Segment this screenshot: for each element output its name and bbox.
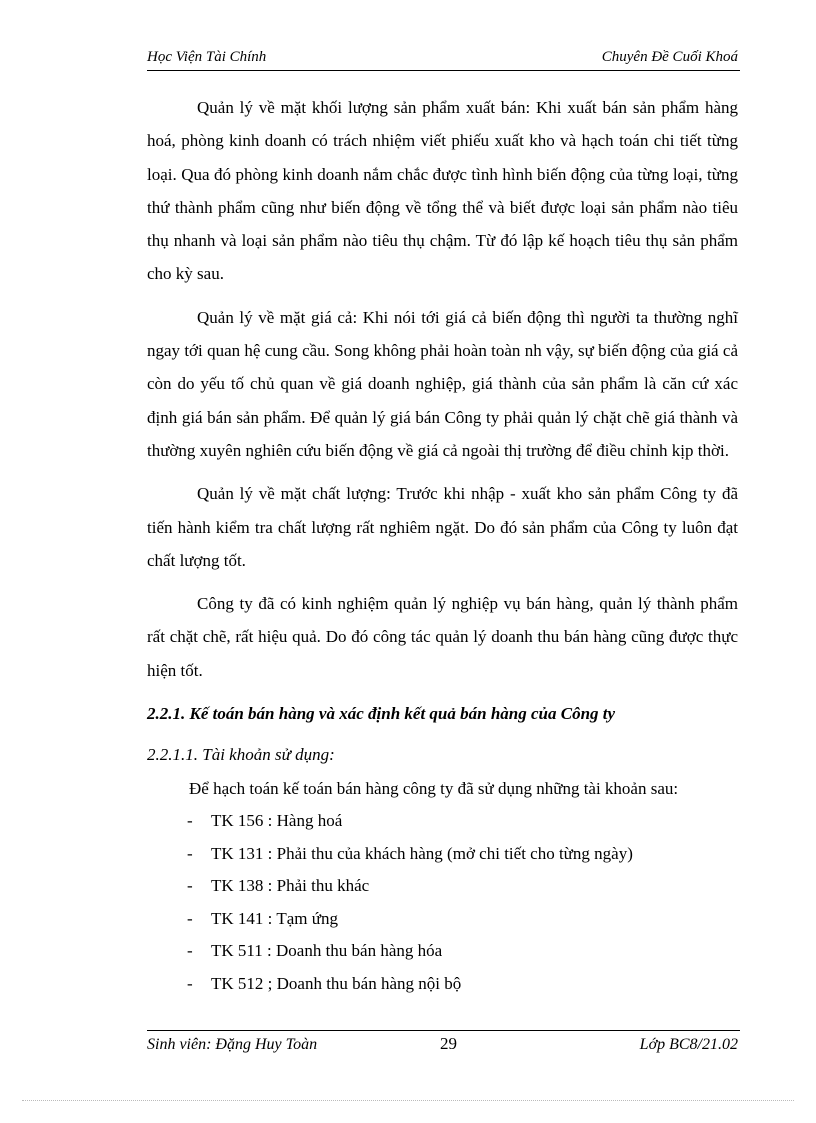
bullet-dash: - <box>187 908 193 928</box>
account-text: TK 511 : Doanh thu bán hàng hóa <box>211 941 443 961</box>
paragraph-quantity-management: Quản lý về mặt khối lượng sản phẩm xuất bán: Khi xuất bán sản phẩm hàng hoá, phòng kinh doanh có trách nhiệm viết phiếu xuất kho và hạch toán chi tiết từng loại. Qua đó phòng kinh doanh nắm chắc được tình hình biến động của từng loại, từng thứ thành phẩm cũng như biến động về tổng thể và biết được loại sản phẩm nào tiêu thụ nhanh và loại sản phẩm nào tiêu thụ chậm. Từ đó lập kế hoạch tiêu thụ sản phẩm cho kỳ sau. <box>147 98 738 284</box>
subsection-title: 2.2.1.1. Tài khoản sử dụng: <box>147 745 335 765</box>
header-document-type: Chuyên Đề Cuối Khoá <box>601 49 738 65</box>
account-text: TK 156 : Hàng hoá <box>211 811 343 831</box>
list-item <box>147 903 738 936</box>
footer-page-number: 29 <box>440 1034 457 1053</box>
list-item <box>147 870 738 903</box>
section-title: 2.2.1. Kế toán bán hàng và xác định kết quả bán hàng của Công ty <box>147 704 616 724</box>
list-item <box>147 968 738 1001</box>
bullet-dash: - <box>187 876 193 896</box>
page-body <box>147 91 738 1000</box>
header-institution: Học Viện Tài Chính <box>147 49 267 65</box>
accounts-list <box>147 805 738 1000</box>
accounts-intro: Để hạch toán kế toán bán hàng công ty đã sử dụng những tài khoản sau: <box>189 779 679 799</box>
page-header <box>147 46 740 71</box>
account-text: TK 141 : Tạm ứng <box>211 908 338 928</box>
page-footer <box>147 1030 740 1061</box>
account-text: TK 138 : Phải thu khác <box>211 876 370 896</box>
list-item <box>147 935 738 968</box>
list-item <box>147 805 738 838</box>
footer-class: Lớp BC8/21.02 <box>639 1036 738 1053</box>
bullet-dash: - <box>187 843 193 863</box>
paragraph-quality-management: Quản lý về mặt chất lượng: Trước khi nhập - xuất kho sản phẩm Công ty đã tiến hành kiểm tra chất lượng rất nghiêm ngặt. Do đó sản phẩm của Công ty luôn đạt chất lượng tốt. <box>147 484 738 570</box>
account-text: TK 131 : Phải thu của khách hàng (mở chi tiết cho từng ngày) <box>211 843 633 863</box>
list-item <box>147 838 738 871</box>
footer-student: Sinh viên: Đặng Huy Toàn <box>147 1036 318 1053</box>
paragraph-company-experience: Công ty đã có kinh nghiệm quản lý nghiệp vụ bán hàng, quản lý thành phẩm rất chặt chẽ, rất hiệu quả. Do đó công tác quản lý doanh thu bán hàng cũng được thực hiện tốt. <box>147 594 738 680</box>
paragraph-price-management: Quản lý về mặt giá cả: Khi nói tới giá cả biến động thì người ta thường nghĩ ngay tới quan hệ cung cầu. Song không phải hoàn toàn nh vậy, sự biến động của giá cả còn do yếu tố chủ quan về giá doanh nghiệp, giá thành của sản phẩm là căn cứ xác định giá bán sản phẩm. Để quản lý giá bán Công ty phải quản lý chặt chẽ giá thành và thường xuyên nghiên cứu biến động về giá cả ngoài thị trường để điều chỉnh kịp thời. <box>147 307 738 460</box>
bullet-dash: - <box>187 941 193 961</box>
page-boundary-divider <box>22 1100 794 1101</box>
account-text: TK 512 ; Doanh thu bán hàng nội bộ <box>211 973 462 993</box>
bullet-dash: - <box>187 811 193 831</box>
bullet-dash: - <box>187 973 193 993</box>
